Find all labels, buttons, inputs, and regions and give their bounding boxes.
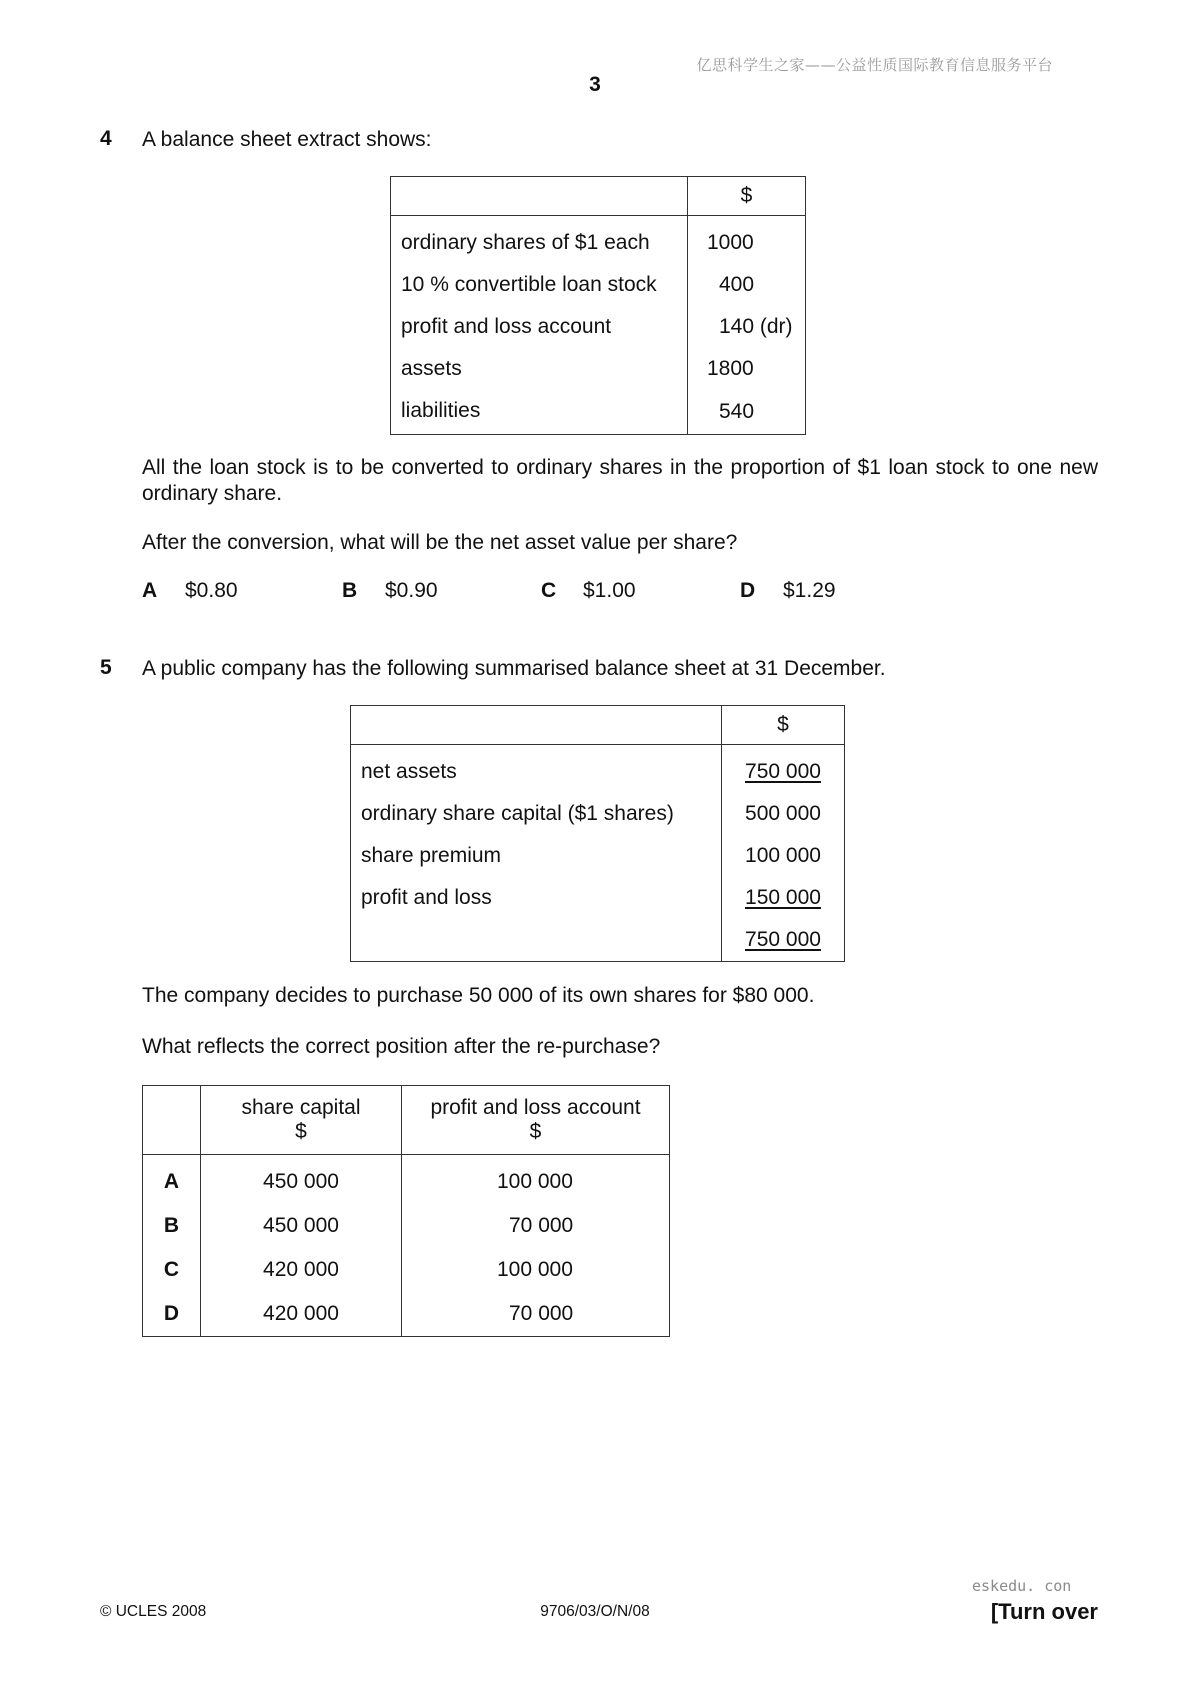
q4-row-value: 1000 [688,216,806,265]
option-d-text: $1.29 [783,579,836,602]
option-c-text: $1.00 [583,579,636,602]
q5-row-label: net assets [361,760,457,783]
q5-row-label: ordinary share capital ($1 shares) [361,802,674,825]
q4-table-header-label [391,177,688,216]
question-5-question: What reflects the correct position after the re-purchase? [142,1035,661,1058]
share-capital-header [201,1086,402,1155]
option-letter: D [163,1302,180,1325]
option-profit-loss: 100 000 [402,1248,670,1292]
q4-row-label: profit and loss account [401,315,612,338]
q4-table-header-currency: $ [688,177,806,216]
option-share-capital: 450 000 [201,1155,402,1205]
page-number: 3 [589,73,601,96]
q4-row-value: 1800 [688,348,806,390]
watermark-text: 亿思科学生之家——公益性质国际教育信息服务平台 [696,56,1053,74]
q5-table-header-label [351,706,722,745]
question-5-number: 5 [100,656,112,679]
option-a-text: $0.80 [185,579,238,602]
profit-loss-title: profit and loss account [430,1096,641,1119]
option-profit-loss: 100 000 [402,1155,670,1205]
q5-row-value: 100 000 [722,835,845,877]
option-b-letter: B [342,579,358,602]
question-4-text: All the loan stock is to be converted to ordinary shares in the proportion of $1 loan stock to one new ordinary share. [142,456,1098,505]
q4-row-value: 140 (dr) [688,306,806,348]
q5-table-header-currency: $ [722,706,845,745]
q5-row-value: 150 000 [745,886,821,909]
profit-loss-unit: $ [529,1120,542,1143]
options-corner-cell [143,1086,201,1155]
option-c-letter: C [541,579,557,602]
option-letter: A [163,1170,180,1193]
option-a-letter: A [142,579,158,602]
footer-paper-code: 9706/03/O/N/08 [540,1603,650,1620]
q5-row-label [351,919,722,962]
option-letter: B [163,1214,180,1237]
q4-row-label: 10 % convertible loan stock [401,273,657,296]
q5-row-label: profit and loss [361,886,492,909]
option-d-letter: D [740,579,756,602]
site-watermark: eskedu. con [972,1577,1072,1595]
question-4-intro: A balance sheet extract shows: [142,128,432,151]
q5-options-table [142,1085,670,1337]
option-profit-loss: 70 000 [402,1204,670,1248]
share-capital-title: share capital [241,1096,361,1119]
q5-row-label: share premium [361,844,502,867]
q4-row-label: assets [401,357,462,380]
q4-balance-table [390,176,806,435]
option-b-text: $0.90 [385,579,438,602]
q4-row-label: ordinary shares of $1 each [401,231,650,254]
question-5-text: The company decides to purchase 50 000 of its own shares for $80 000. [142,984,815,1007]
q5-balance-table [350,705,845,962]
option-share-capital: 420 000 [201,1292,402,1337]
q5-total-value: 750 000 [745,928,821,951]
q4-row-value: 400 [688,264,806,306]
q4-row-value: 540 [688,390,806,435]
question-4-number: 4 [100,127,112,150]
footer-copyright: © UCLES 2008 [100,1603,207,1620]
q4-row-label: liabilities [401,399,481,422]
option-letter: C [163,1258,180,1281]
share-capital-unit: $ [295,1120,307,1143]
option-share-capital: 450 000 [201,1204,402,1248]
question-4-question: After the conversion, what will be the net asset value per share? [142,531,738,554]
profit-loss-header [402,1086,670,1155]
q5-row-value: 500 000 [722,793,845,835]
question-5-intro: A public company has the following summarised balance sheet at 31 December. [142,657,886,680]
turn-over-text: [Turn over [990,1599,1098,1624]
q5-row-value: 750 000 [745,760,821,783]
option-profit-loss: 70 000 [402,1292,670,1337]
option-share-capital: 420 000 [201,1248,402,1292]
